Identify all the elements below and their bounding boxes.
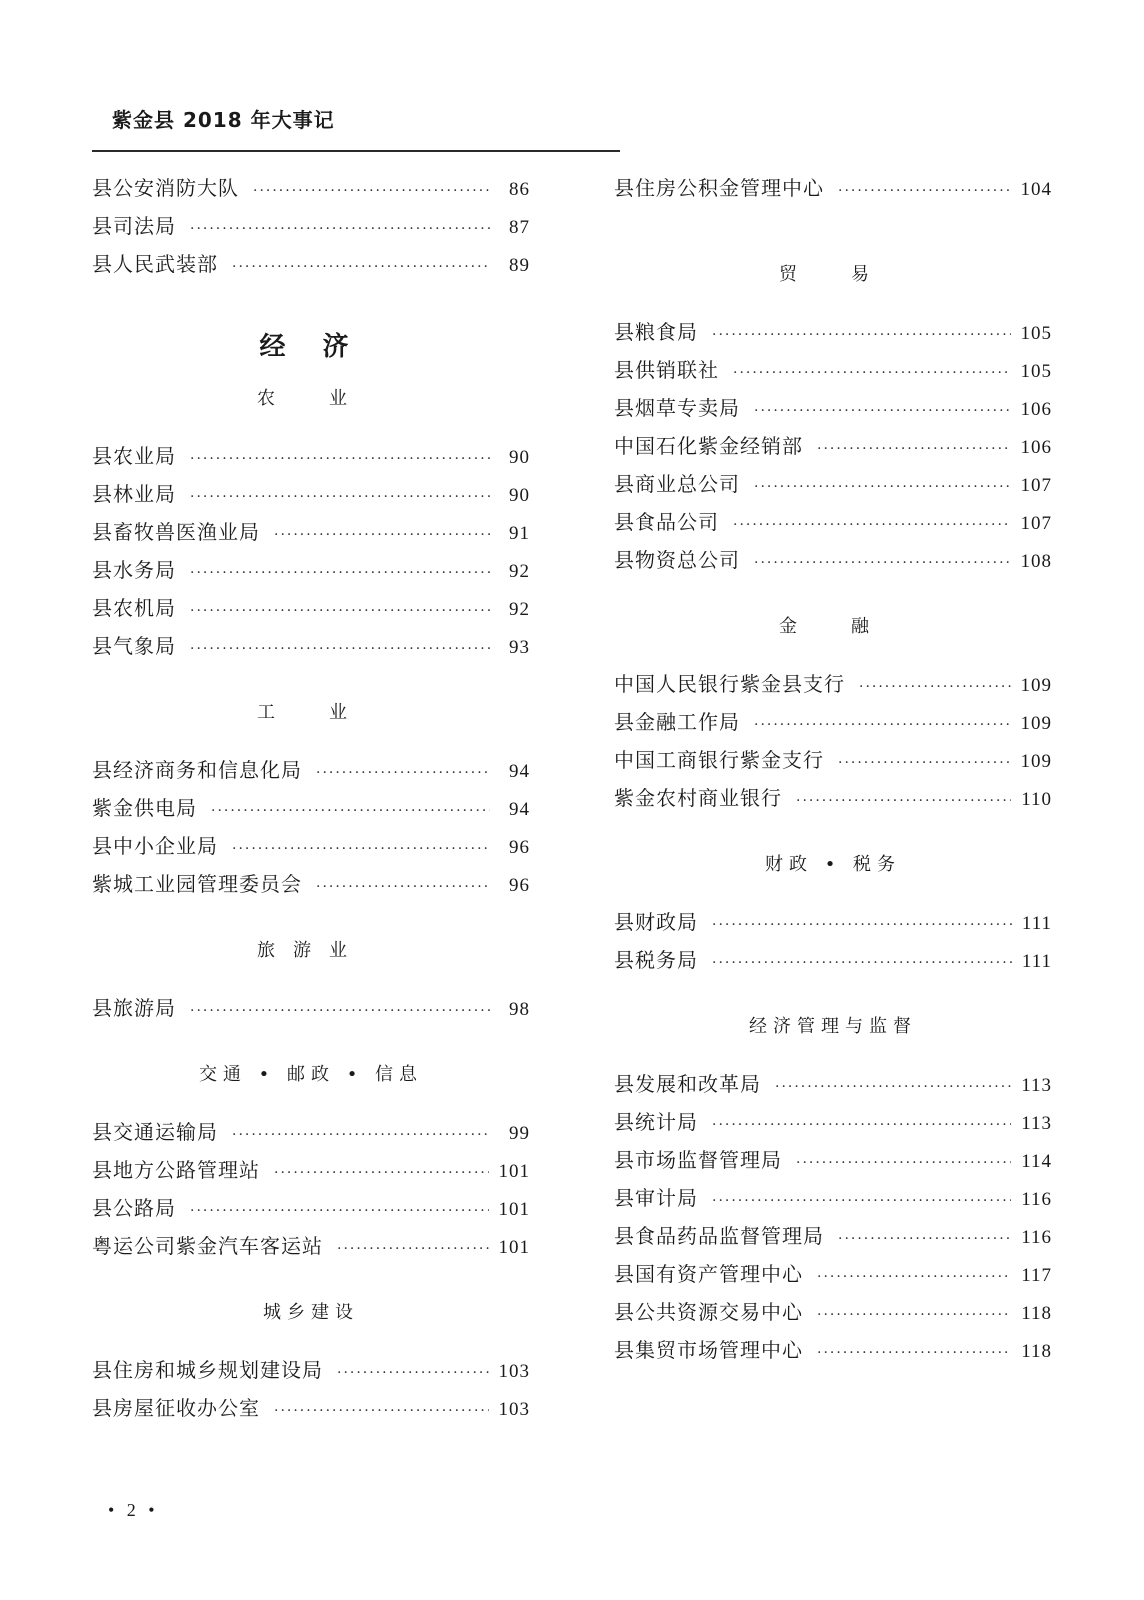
toc-entry-page: 93 bbox=[509, 637, 530, 658]
dot-leader bbox=[337, 1241, 489, 1257]
dot-leader bbox=[817, 441, 1011, 457]
toc-entry-page: 86 bbox=[509, 179, 530, 200]
toc-entry-page: 91 bbox=[509, 523, 530, 544]
toc-entry bbox=[92, 1230, 530, 1268]
dot-leader bbox=[838, 183, 1011, 199]
toc-entry bbox=[614, 544, 1052, 582]
dot-leader bbox=[775, 1079, 1011, 1095]
toc-section-title: 财政 • 税务 bbox=[764, 854, 902, 875]
toc-entry bbox=[92, 172, 530, 210]
toc-entry bbox=[614, 706, 1052, 744]
dot-leader bbox=[712, 1117, 1011, 1133]
toc-entry-page: 111 bbox=[1021, 913, 1052, 934]
toc-group-top-left bbox=[92, 172, 530, 286]
toc-entry bbox=[614, 1106, 1052, 1144]
toc-entry-page: 96 bbox=[509, 837, 530, 858]
dot-leader bbox=[253, 183, 490, 199]
toc-entry-page: 105 bbox=[1020, 361, 1052, 382]
toc-entry-page: 105 bbox=[1020, 323, 1052, 344]
toc-entry bbox=[614, 1258, 1052, 1296]
toc-entry-label: 粤运公司紫金汽车客运站 bbox=[92, 1234, 323, 1258]
toc-entry-page: 114 bbox=[1021, 1151, 1052, 1172]
toc-entry bbox=[92, 516, 530, 554]
dot-leader bbox=[232, 1127, 490, 1143]
toc-entry bbox=[614, 782, 1052, 820]
toc-entry bbox=[92, 554, 530, 592]
toc-entry-label: 县中小企业局 bbox=[92, 834, 218, 858]
toc-entry-label: 中国人民银行紫金县支行 bbox=[614, 672, 845, 696]
toc-entry-label: 县食品药品监督管理局 bbox=[614, 1224, 824, 1248]
toc-entry bbox=[614, 668, 1052, 706]
toc-entry-label: 县供销联社 bbox=[614, 358, 719, 382]
toc-entry bbox=[614, 354, 1052, 392]
toc-entry-label: 县林业局 bbox=[92, 482, 176, 506]
toc-entry-page: 106 bbox=[1020, 437, 1052, 458]
toc-entry-page: 106 bbox=[1020, 399, 1052, 420]
toc-entry bbox=[92, 754, 530, 792]
dot-leader bbox=[190, 1203, 489, 1219]
toc-section bbox=[92, 1298, 530, 1430]
toc-entry-page: 107 bbox=[1020, 513, 1052, 534]
toc-section bbox=[92, 936, 530, 1030]
toc-entry bbox=[614, 1296, 1052, 1334]
toc-entry-label: 县旅游局 bbox=[92, 996, 176, 1020]
toc-entry-page: 98 bbox=[509, 999, 530, 1020]
toc-entry-label: 县集贸市场管理中心 bbox=[614, 1338, 803, 1362]
dot-leader bbox=[754, 403, 1011, 419]
major-section-title: 经 济 bbox=[259, 332, 363, 362]
toc-entry-label: 县住房公积金管理中心 bbox=[614, 176, 824, 200]
toc-entry-label: 县房屋征收办公室 bbox=[92, 1396, 260, 1420]
toc-entry-label: 县食品公司 bbox=[614, 510, 719, 534]
toc-entry bbox=[614, 392, 1052, 430]
toc-section bbox=[92, 384, 530, 668]
toc-entry-page: 101 bbox=[498, 1199, 530, 1220]
dot-leader bbox=[274, 527, 490, 543]
toc-sections-left bbox=[92, 384, 530, 1430]
toc-entry bbox=[614, 172, 1052, 210]
toc-entry bbox=[92, 592, 530, 630]
toc-section bbox=[614, 850, 1052, 982]
toc-section-title: 金 融 bbox=[779, 616, 887, 637]
dot-leader bbox=[274, 1403, 489, 1419]
dot-leader bbox=[733, 365, 1011, 381]
toc-entry-label: 县农机局 bbox=[92, 596, 176, 620]
toc-entry bbox=[614, 1068, 1052, 1106]
toc-entry bbox=[92, 792, 530, 830]
toc-entry-label: 县交通运输局 bbox=[92, 1120, 218, 1144]
toc-entry bbox=[614, 1182, 1052, 1220]
dot-leader bbox=[232, 259, 490, 275]
toc-entry-page: 92 bbox=[509, 561, 530, 582]
toc-sections-right bbox=[614, 260, 1052, 1372]
toc-entry-page: 89 bbox=[509, 255, 530, 276]
toc-section bbox=[92, 698, 530, 906]
dot-leader bbox=[190, 221, 490, 237]
toc-section bbox=[92, 1060, 530, 1268]
toc-section bbox=[614, 260, 1052, 582]
toc-entry bbox=[92, 478, 530, 516]
toc-entry bbox=[92, 440, 530, 478]
dot-leader bbox=[838, 1231, 1011, 1247]
toc-entry bbox=[92, 1392, 530, 1430]
dot-leader bbox=[712, 1193, 1011, 1209]
toc-entry-page: 94 bbox=[509, 761, 530, 782]
toc-entry-label: 县水务局 bbox=[92, 558, 176, 582]
toc-entry-page: 113 bbox=[1021, 1075, 1052, 1096]
toc-entry-label: 县地方公路管理站 bbox=[92, 1158, 260, 1182]
toc-entry-page: 87 bbox=[509, 217, 530, 238]
toc-entry bbox=[92, 992, 530, 1030]
toc-entry-page: 118 bbox=[1021, 1303, 1052, 1324]
toc-entry bbox=[614, 1334, 1052, 1372]
toc-entry bbox=[614, 906, 1052, 944]
toc-entry bbox=[92, 630, 530, 668]
toc-entry-label: 县发展和改革局 bbox=[614, 1072, 761, 1096]
toc-section-title: 贸 易 bbox=[779, 264, 887, 285]
toc-entry-label: 县公共资源交易中心 bbox=[614, 1300, 803, 1324]
toc-group-top-right bbox=[614, 172, 1052, 210]
toc-entry-page: 116 bbox=[1021, 1227, 1052, 1248]
toc-entry-page: 101 bbox=[498, 1161, 530, 1182]
toc-entry-label: 县金融工作局 bbox=[614, 710, 740, 734]
toc-entry-label: 紫金供电局 bbox=[92, 796, 197, 820]
dot-leader bbox=[712, 955, 1012, 971]
toc-entry-label: 县市场监督管理局 bbox=[614, 1148, 782, 1172]
toc-entry-label: 县国有资产管理中心 bbox=[614, 1262, 803, 1286]
dot-leader bbox=[796, 793, 1011, 809]
dot-leader bbox=[817, 1307, 1011, 1323]
toc-entry bbox=[614, 944, 1052, 982]
toc-entry-page: 103 bbox=[498, 1399, 530, 1420]
toc-entry-label: 县统计局 bbox=[614, 1110, 698, 1134]
dot-leader bbox=[733, 517, 1011, 533]
toc-entry-label: 县公路局 bbox=[92, 1196, 176, 1220]
toc-entry bbox=[614, 316, 1052, 354]
toc-entry bbox=[92, 1192, 530, 1230]
toc-section-title: 经济管理与监督 bbox=[749, 1016, 917, 1037]
toc-entry-label: 县经济商务和信息化局 bbox=[92, 758, 302, 782]
toc-section-title: 农 业 bbox=[257, 388, 365, 409]
toc-section bbox=[614, 1012, 1052, 1372]
toc-entry-page: 109 bbox=[1020, 751, 1052, 772]
toc-entry-label: 县农业局 bbox=[92, 444, 176, 468]
toc-entry-page: 118 bbox=[1021, 1341, 1052, 1362]
dot-leader bbox=[712, 327, 1011, 343]
dot-leader bbox=[190, 451, 490, 467]
toc-entry-page: 108 bbox=[1020, 551, 1052, 572]
toc-entry-page: 90 bbox=[509, 485, 530, 506]
toc-entry-page: 92 bbox=[509, 599, 530, 620]
dot-leader bbox=[274, 1165, 489, 1181]
toc-entry-page: 113 bbox=[1021, 1113, 1052, 1134]
toc-entry-page: 111 bbox=[1021, 951, 1052, 972]
dot-leader bbox=[190, 641, 490, 657]
toc-entry-page: 110 bbox=[1021, 789, 1052, 810]
toc-entry-page: 99 bbox=[509, 1123, 530, 1144]
toc-entry-label: 县住房和城乡规划建设局 bbox=[92, 1358, 323, 1382]
dot-leader bbox=[211, 803, 490, 819]
toc-entry-label: 县物资总公司 bbox=[614, 548, 740, 572]
toc-section-title: 交通 • 邮政 • 信息 bbox=[198, 1064, 424, 1085]
toc-entry-page: 109 bbox=[1020, 675, 1052, 696]
toc-entry bbox=[614, 506, 1052, 544]
toc-entry-label: 县畜牧兽医渔业局 bbox=[92, 520, 260, 544]
toc-entry-page: 90 bbox=[509, 447, 530, 468]
header-rule bbox=[92, 150, 620, 152]
dot-leader bbox=[859, 679, 1011, 695]
dot-leader bbox=[190, 1003, 490, 1019]
toc-entry bbox=[92, 1116, 530, 1154]
toc-entry-page: 101 bbox=[498, 1237, 530, 1258]
toc-entry-page: 117 bbox=[1021, 1265, 1052, 1286]
dot-leader bbox=[712, 917, 1012, 933]
dot-leader bbox=[232, 841, 490, 857]
toc-entry-label: 县商业总公司 bbox=[614, 472, 740, 496]
toc-section-title: 城乡建设 bbox=[263, 1302, 359, 1323]
dot-leader bbox=[337, 1365, 489, 1381]
toc-entry-page: 96 bbox=[509, 875, 530, 896]
dot-leader bbox=[796, 1155, 1011, 1171]
toc-entry-label: 县气象局 bbox=[92, 634, 176, 658]
dot-leader bbox=[754, 555, 1011, 571]
toc-section bbox=[614, 612, 1052, 820]
toc-entry-label: 中国工商银行紫金支行 bbox=[614, 748, 824, 772]
toc-entry-label: 县财政局 bbox=[614, 910, 698, 934]
toc-entry-label: 县烟草专卖局 bbox=[614, 396, 740, 420]
toc-entry bbox=[614, 468, 1052, 506]
toc-entry-label: 中国石化紫金经销部 bbox=[614, 434, 803, 458]
page-number: • 2 • bbox=[108, 1500, 159, 1520]
toc-entry-page: 103 bbox=[498, 1361, 530, 1382]
toc-entry bbox=[614, 430, 1052, 468]
dot-leader bbox=[316, 879, 490, 895]
toc-column-right bbox=[614, 172, 1052, 1372]
toc-entry-label: 紫金农村商业银行 bbox=[614, 786, 782, 810]
toc-entry-page: 107 bbox=[1020, 475, 1052, 496]
toc-entry bbox=[614, 1220, 1052, 1258]
dot-leader bbox=[316, 765, 490, 781]
toc-entry-label: 县司法局 bbox=[92, 214, 176, 238]
toc-section-title: 旅游业 bbox=[257, 940, 365, 961]
dot-leader bbox=[190, 489, 490, 505]
dot-leader bbox=[754, 717, 1011, 733]
toc-entry bbox=[614, 744, 1052, 782]
toc-entry bbox=[92, 1154, 530, 1192]
toc-entry-label: 县粮食局 bbox=[614, 320, 698, 344]
toc-entry-page: 104 bbox=[1020, 179, 1052, 200]
toc-entry-label: 县公安消防大队 bbox=[92, 176, 239, 200]
toc-entry-label: 紫城工业园管理委员会 bbox=[92, 872, 302, 896]
dot-leader bbox=[817, 1269, 1011, 1285]
toc-entry bbox=[614, 1144, 1052, 1182]
toc-entry-page: 94 bbox=[509, 799, 530, 820]
toc-entry bbox=[92, 1354, 530, 1392]
dot-leader bbox=[754, 479, 1011, 495]
toc-entry bbox=[92, 830, 530, 868]
toc-entry-label: 县审计局 bbox=[614, 1186, 698, 1210]
dot-leader bbox=[190, 603, 490, 619]
toc-entry bbox=[92, 868, 530, 906]
toc-entry-label: 县人民武装部 bbox=[92, 252, 218, 276]
dot-leader bbox=[817, 1345, 1011, 1361]
toc-section-title: 工 业 bbox=[257, 702, 365, 723]
toc-column-left bbox=[92, 172, 530, 1430]
toc-entry bbox=[92, 210, 530, 248]
dot-leader bbox=[190, 565, 490, 581]
dot-leader bbox=[838, 755, 1011, 771]
toc-entry-page: 116 bbox=[1021, 1189, 1052, 1210]
toc-entry-page: 109 bbox=[1020, 713, 1052, 734]
toc-entry-label: 县税务局 bbox=[614, 948, 698, 972]
toc-entry bbox=[92, 248, 530, 286]
running-header: 紫金县 2018 年大事记 bbox=[112, 108, 335, 132]
